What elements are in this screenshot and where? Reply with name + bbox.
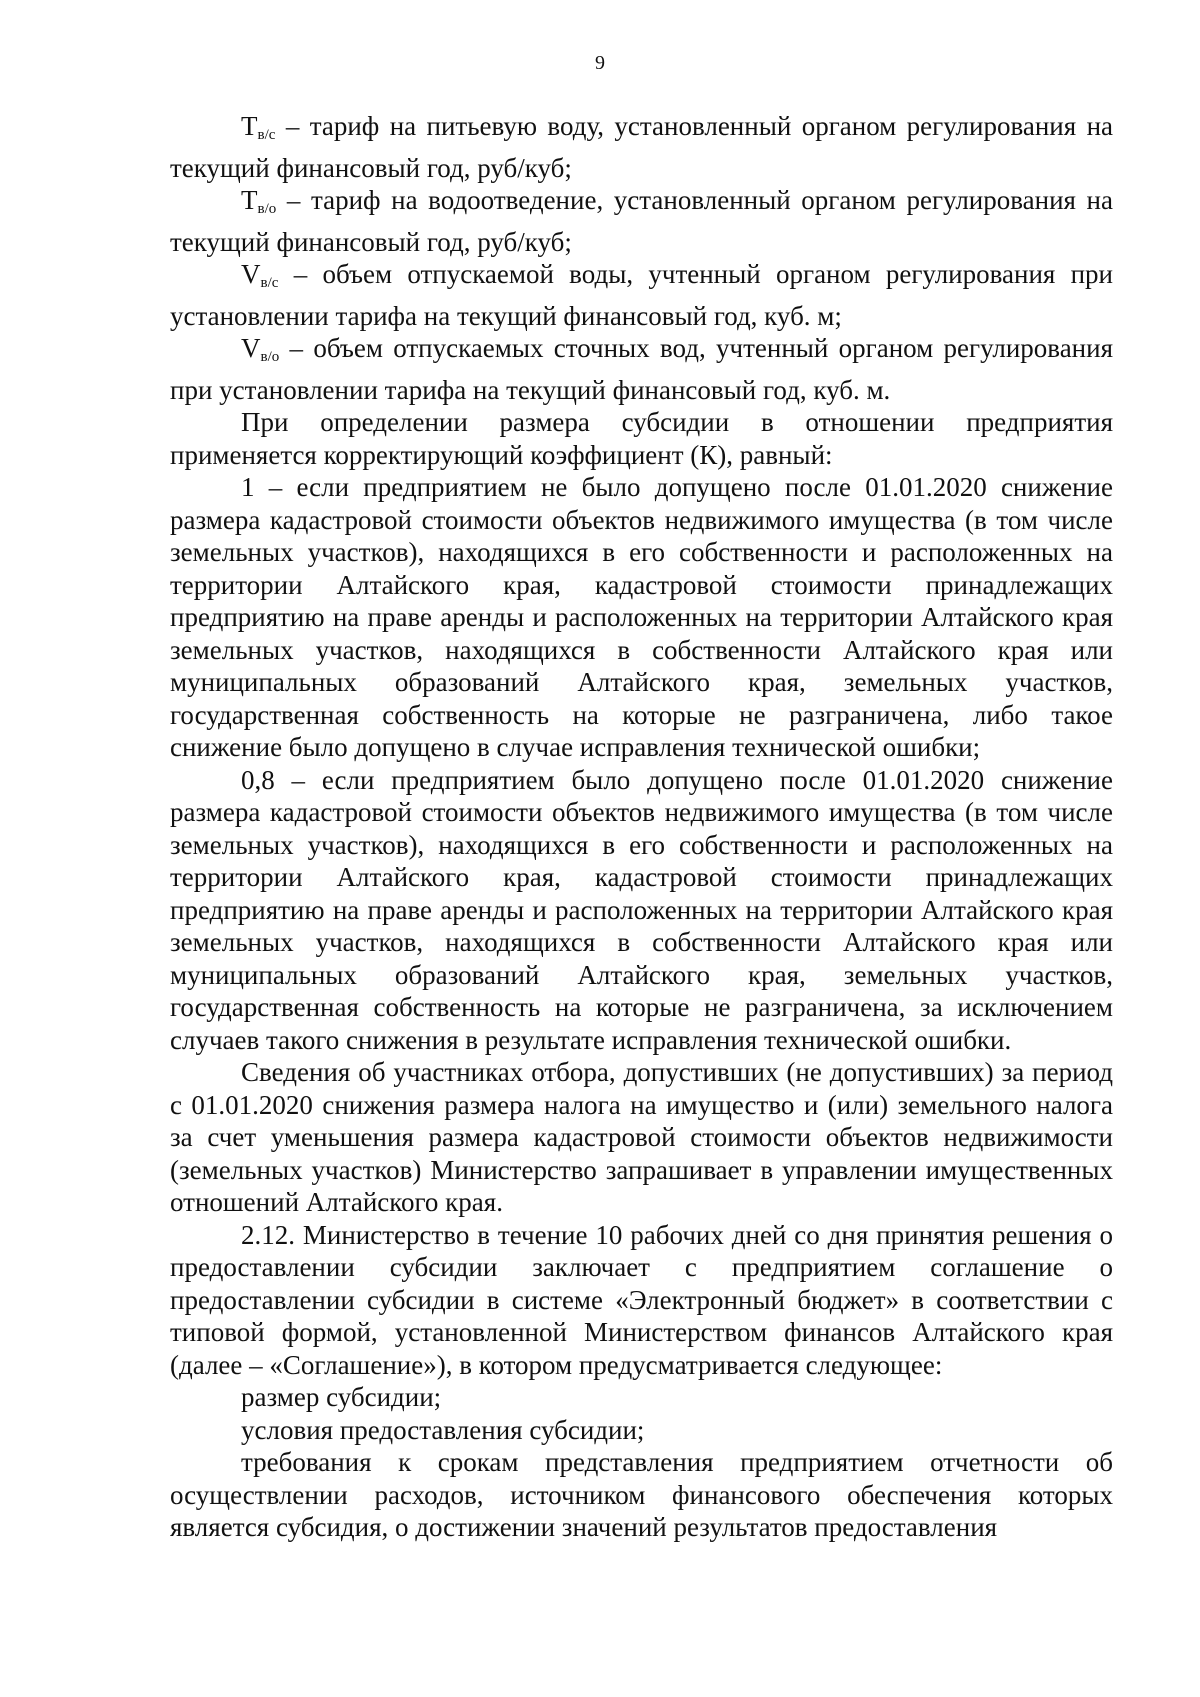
list-item-reporting-requirements: требования к срокам представления предприятием отчетности об осуществлении расходов, источником финансового обеспечения которых является субсидия, о достижении значений результатов предоставления bbox=[170, 1447, 1113, 1542]
definition-tariff-water bbox=[170, 110, 1113, 184]
definition-text: – объем отпускаемой воды, учтенный органом регулирования при установлении тарифа на текущий финансовый год, куб. м; bbox=[170, 259, 1113, 331]
definition-text: – тариф на питьевую воду, установленный органом регулирования на текущий финансовый год, руб/куб; bbox=[170, 111, 1113, 183]
paragraph-participant-info: Сведения об участниках отбора, допустивших (не допустивших) за период с 01.01.2020 снижения размера налога на имущество и (или) земельного налога за счет уменьшения размера кадастровой стоимости объектов недвижимости (земельных участков) Министерство запрашивает в управлении имущественных отношений Алтайского края. bbox=[170, 1057, 1113, 1217]
definition-subscript: в/с bbox=[257, 127, 276, 143]
definition-subscript: в/с bbox=[260, 275, 279, 291]
paragraph-agreement: 2.12. Министерство в течение 10 рабочих дней со дня принятия решения о предоставлении субсидии заключает с предприятием соглашение о предоставлении субсидии в системе «Электронный бюджет» в соответствии с типовой формой, установленной Министерством финансов Алтайского края (далее – «Соглашение»), в котором предусматривается следующее: bbox=[170, 1219, 1113, 1380]
definition-volume-sewage bbox=[170, 332, 1113, 406]
list-item-subsidy-amount: размер субсидии; bbox=[241, 1382, 442, 1412]
definition-subscript: в/о bbox=[260, 349, 280, 365]
paragraph-coefficient-point-eight: 0,8 – если предприятием было допущено после 01.01.2020 снижение размера кадастровой стоимости объектов недвижимого имущества (в том числе земельных участков), находящихся в его собственности и расположенных на территории Алтайского края, кадастровой стоимости принадлежащих предприятию на праве аренды и расположенных на территории Алтайского края земельных участков, находящихся в собственности Алтайского края или муниципальных образований Алтайского края, земельных участков, государственная собственность на которые не разграничена, за исключением случаев такого снижения в результате исправления технической ошибки. bbox=[170, 764, 1113, 1055]
definition-text: – тариф на водоотведение, установленный органом регулирования на текущий финансовый год, руб/куб; bbox=[170, 185, 1113, 257]
definition-symbol: V bbox=[241, 259, 261, 289]
definition-symbol: Т bbox=[241, 111, 258, 141]
page-number: 9 bbox=[595, 52, 605, 74]
definition-symbol: Т bbox=[241, 185, 258, 215]
definition-text: – объем отпускаемых сточных вод, учтенный органом регулирования при установлении тарифа на текущий финансовый год, куб. м. bbox=[170, 333, 1113, 405]
definition-tariff-sewage bbox=[170, 184, 1113, 258]
list-item-subsidy-conditions: условия предоставления субсидии; bbox=[241, 1414, 645, 1445]
document-body bbox=[170, 110, 1113, 1544]
paragraph-coefficient-one: 1 – если предприятием не было допущено после 01.01.2020 снижение размера кадастровой стоимости объектов недвижимого имущества (в том числе земельных участков), находящихся в его собственности и расположенных на территории Алтайского края, кадастровой стоимости принадлежащих предприятию на праве аренды и расположенных на территории Алтайского края земельных участков, находящихся в собственности Алтайского края или муниципальных образований Алтайского края, земельных участков, государственная собственность на которые не разграничена, либо такое снижение было допущено в случае исправления технической ошибки; bbox=[170, 472, 1113, 762]
definition-volume-water bbox=[170, 258, 1113, 332]
paragraph-coefficient-intro: При определении размера субсидии в отношении предприятия применяется корректирующий коэффициент (К), равный: bbox=[170, 407, 1113, 470]
definition-symbol: V bbox=[241, 333, 261, 363]
definition-subscript: в/о bbox=[257, 201, 277, 217]
